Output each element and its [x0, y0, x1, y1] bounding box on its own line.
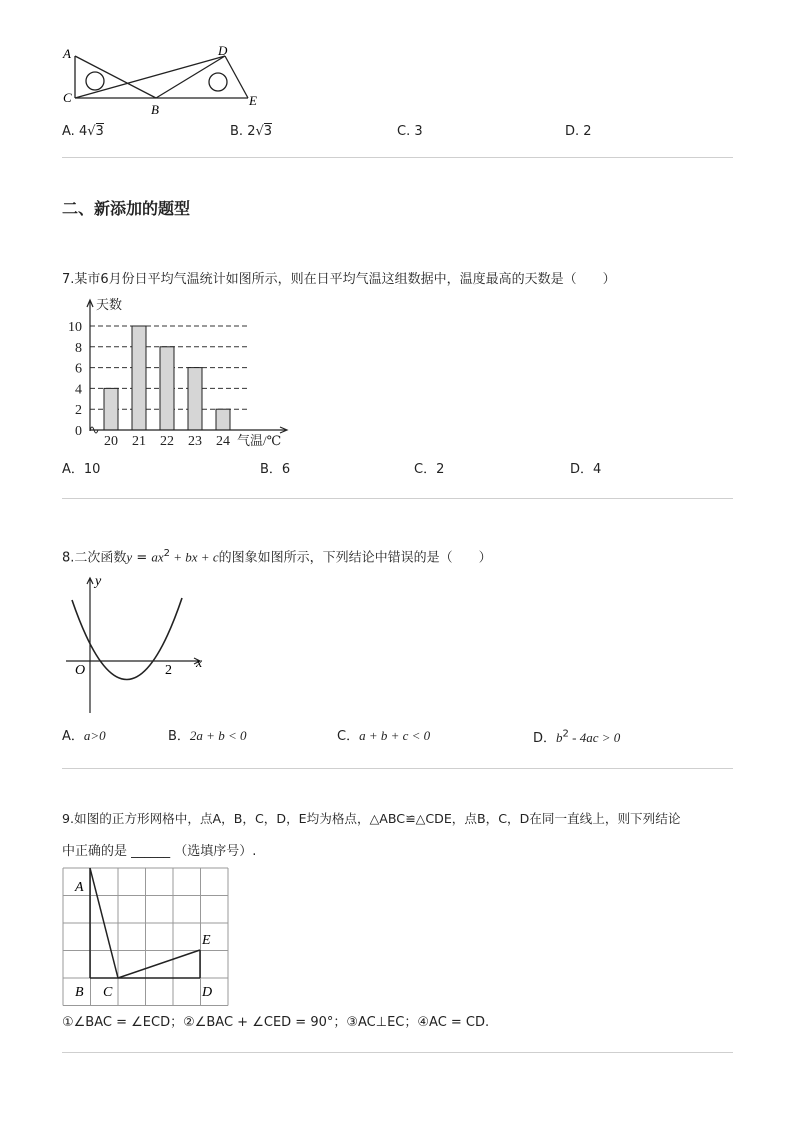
option-letter: A．: [62, 729, 84, 744]
option-letter: B.: [230, 124, 244, 139]
segment-db: [156, 56, 225, 98]
option-text: 4: [593, 462, 602, 477]
q8-option-a[interactable]: [62, 725, 106, 744]
x-axis-label: x: [196, 656, 203, 671]
option-text: b: [556, 730, 563, 745]
stem-eq-y: y: [126, 549, 133, 565]
bar-23: [188, 368, 202, 430]
q8-parabola-graph: [60, 570, 220, 720]
option-text: 2: [583, 124, 592, 139]
option-text: a + b + c < 0: [359, 728, 431, 743]
grid-label-d: D: [202, 985, 213, 1000]
option-letter: D.: [565, 124, 580, 139]
label-e: E: [249, 93, 257, 108]
option-letter: D．: [570, 462, 594, 477]
stem-suffix: 的图象如图所示，下列结论中错误的是（ ）: [218, 550, 492, 566]
option-letter: C．: [414, 462, 437, 477]
q8-stem: [62, 549, 492, 564]
y-axis-title: 天数: [96, 297, 123, 312]
q9-stem-line2: 中正确的是 ______ （选填序号）.: [62, 844, 257, 859]
option-text: a>0: [83, 728, 106, 743]
option-text: 2: [436, 462, 445, 477]
label-c: C: [63, 90, 72, 105]
grid-label-b: B: [75, 985, 84, 1000]
bar-21: [132, 326, 146, 430]
q6-option-c[interactable]: [397, 124, 423, 139]
option-radicand: 3: [263, 124, 273, 139]
q7-option-a[interactable]: [62, 458, 100, 477]
option-radicand: 3: [95, 124, 104, 139]
y-tick-label-4: 4: [75, 382, 82, 398]
x-tick-label-21: 21: [132, 434, 146, 449]
stem-eq-a: ax: [151, 549, 164, 565]
q9-conclusions: ①∠BAC = ∠ECD；②∠BAC + ∠CED = 90°；③AC⊥EC；④AC = CD.: [62, 1015, 490, 1030]
option-coef: 4: [78, 124, 88, 139]
origin-label: O: [75, 663, 86, 678]
y-tick-label-8: 8: [75, 340, 82, 356]
q7-option-b[interactable]: [260, 458, 290, 477]
stem-eq-rest: + bx + c: [170, 549, 219, 565]
y-axis-label: y: [95, 574, 102, 589]
x-axis-title: 气温/℃: [237, 433, 282, 448]
option-letter: C.: [397, 124, 411, 139]
q6-option-b[interactable]: [230, 124, 272, 139]
segment-ce: [118, 950, 200, 978]
option-letter: B．: [168, 729, 190, 744]
label-a: A: [63, 46, 71, 61]
stem-prefix: 8.二次函数: [62, 550, 127, 566]
section-title: 二、新添加的题型: [62, 199, 191, 218]
option-letter: D．: [533, 731, 557, 746]
option-letter: A．: [62, 462, 84, 477]
bar-20: [104, 388, 118, 430]
sqrt-icon: √: [87, 124, 96, 139]
root-label: 2: [165, 663, 172, 678]
x-tick-label-20: 20: [104, 434, 118, 449]
q6-option-a[interactable]: [62, 124, 104, 139]
q6-option-d[interactable]: [565, 124, 592, 139]
y-tick-label-10: 10: [68, 320, 82, 335]
q9-stem-line1: 9.如图的正方形网格中，点A，B，C，D，E均为格点，△ABC≌△CDE，点B，C，D在同一直线上，则下列结论: [62, 811, 681, 826]
q8-option-c[interactable]: [337, 725, 430, 744]
option-letter: A.: [62, 124, 75, 139]
chart-bars: [104, 326, 230, 430]
option-coef: 2: [247, 124, 256, 139]
stem-eq-sup: 2: [163, 548, 171, 559]
stem-eq-sign: =: [132, 550, 152, 566]
option-text: 2a + b < 0: [189, 728, 247, 743]
option-text: 6: [281, 462, 291, 477]
y-tick-label-0: 0: [75, 424, 82, 439]
divider: [62, 768, 733, 769]
grid-label-c: C: [103, 985, 113, 1000]
option-letter: C．: [337, 729, 360, 744]
incircle-right: [209, 73, 227, 91]
q7-option-d[interactable]: [570, 458, 601, 477]
divider: [62, 1052, 733, 1053]
x-tick-label-23: 23: [188, 434, 202, 449]
option-text: 3: [414, 124, 423, 139]
label-d: D: [218, 43, 228, 58]
grid-label-a: A: [75, 880, 84, 895]
q6-figure: [60, 40, 270, 116]
divider: [62, 498, 733, 499]
sqrt-icon: √: [255, 124, 264, 139]
chart-labels: [68, 297, 281, 449]
y-tick-label-2: 2: [75, 403, 82, 419]
q7-bar-chart: [60, 293, 300, 453]
q9-grid-figure: [62, 866, 232, 1008]
bar-22: [160, 347, 174, 430]
segment-cd: [75, 56, 225, 98]
segment-de: [225, 56, 248, 98]
incircle-left: [86, 72, 104, 90]
option-rest: - 4ac > 0: [568, 730, 621, 745]
q7-option-c[interactable]: [414, 458, 444, 477]
q8-option-b[interactable]: [168, 725, 246, 744]
option-text: 10: [83, 462, 101, 477]
y-tick-label-6: 6: [75, 361, 82, 377]
option-letter: B．: [260, 462, 282, 477]
label-b: B: [151, 102, 159, 116]
x-tick-label-24: 24: [216, 434, 230, 449]
bar-24: [216, 409, 230, 430]
x-tick-label-22: 22: [160, 434, 174, 449]
grid-label-e: E: [202, 933, 211, 948]
q8-option-d[interactable]: [533, 727, 620, 746]
q7-stem: 7.某市6月份日平均气温统计如图所示，则在日平均气温这组数据中，温度最高的天数是（ ）: [62, 272, 616, 287]
option-sup: 2: [562, 728, 569, 740]
divider: [62, 157, 733, 158]
